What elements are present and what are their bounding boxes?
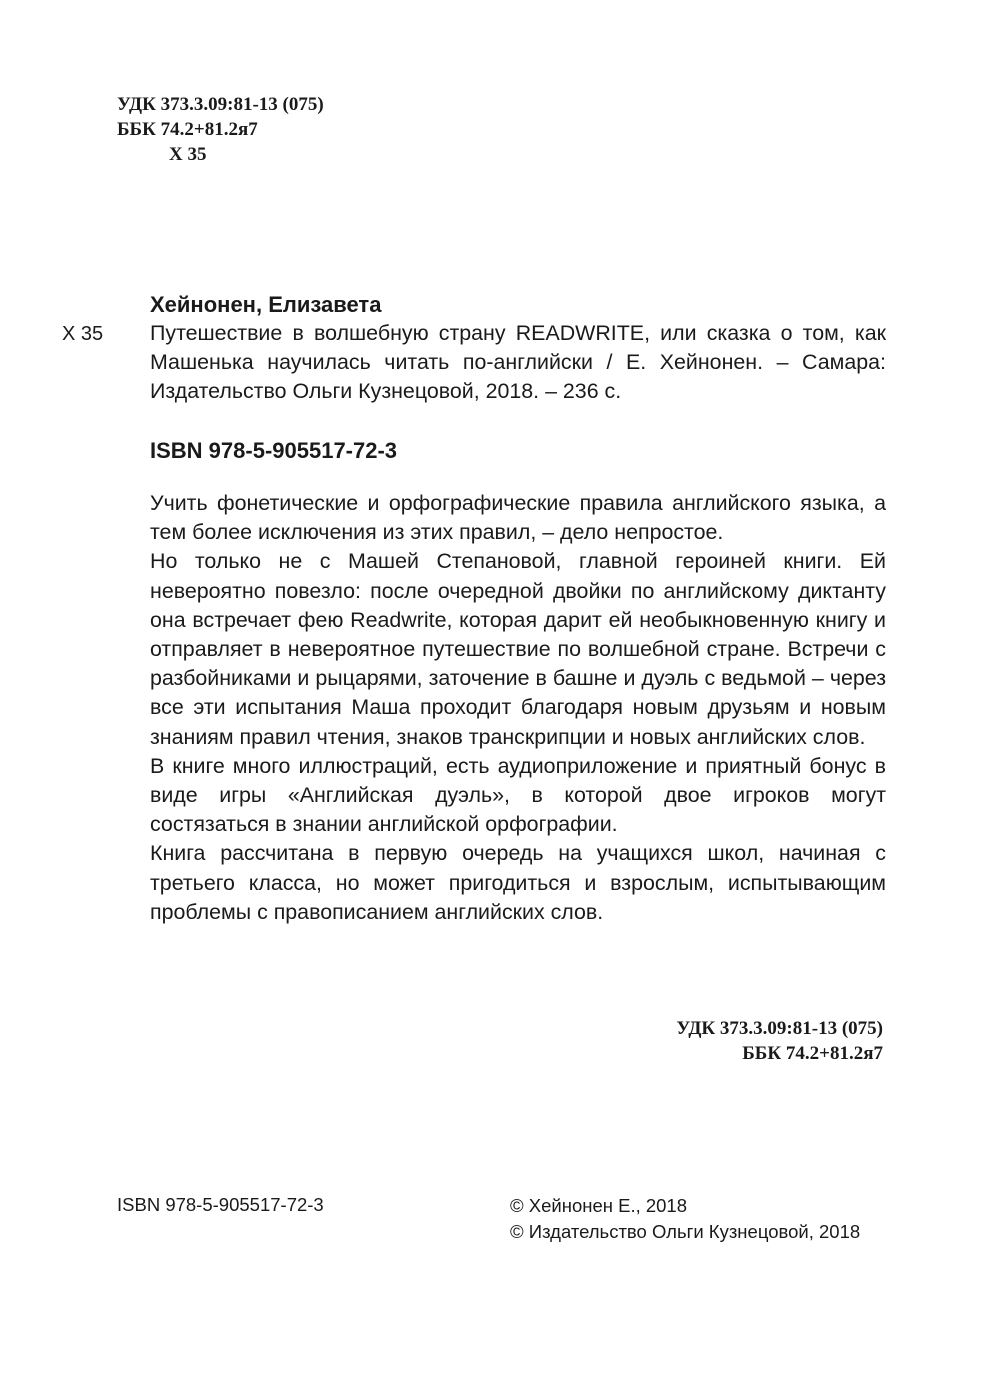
author-heading: Хейнонен, Елизавета [150, 292, 382, 317]
copyright-author: © Хейнонен Е., 2018 [510, 1195, 688, 1216]
annotation-paragraph: В книге много иллюстраций, есть аудиоприложение и приятный бонус в виде игры «Английская дуэль», в которой двое игроков могут состязаться в знании английской орфографии. [150, 753, 886, 837]
classification-codes-top [117, 92, 324, 167]
annotation-paragraph: Книга рассчитана в первую очередь на учащихся школ, начиная с третьего класса, но может пригодиться и взрослым, испытывающим проблемы с правописанием английских слов. [150, 841, 886, 924]
annotation-paragraph: Но только не с Машей Степановой, главной героиней книги. Ей невероятно повезло: после очередной двойки по английскому диктанту она встречает фею Readwrite, которая дарит ей необыкновенную книгу и отправляет в невероятное путешествие по волшебной стране. Встречи с разбойниками и рыцарями, заточение в башне и дуэль с ведьмой – через все эти испытания Маша проходит благодаря новым друзьям и новым знаниям правил чтения, знаков транскрипции и новых английских слов. [150, 549, 886, 749]
side-author-mark: Х 35 [62, 323, 104, 345]
copyright-publisher: © Издательство Ольги Кузнецовой, 2018 [510, 1221, 861, 1242]
isbn-heading: ISBN 978-5-905517-72-3 [150, 438, 398, 463]
bbk-code: ББК 74.2+81.2я7 [117, 119, 258, 140]
bbk-code: ББК 74.2+81.2я7 [742, 1043, 883, 1064]
udk-code: УДК 373.3.09:81-13 (075) [117, 94, 324, 115]
classification-codes-bottom [676, 1016, 883, 1066]
bibliographic-description: Путешествие в волшебную страну READWRITE, или сказка о том, как Машенька научилась читать по-английски / Е. Хейнонен. – Самара: Издательство Ольги Кузнецовой, 2018. – 236 с. [150, 321, 886, 403]
annotation-paragraph: Учить фонетические и орфографические правила английского языка, а тем более исключения из этих правил, – дело непростое. [150, 491, 886, 545]
udk-code: УДК 373.3.09:81-13 (075) [676, 1018, 883, 1039]
author-mark: Х 35 [169, 144, 207, 165]
copyright-block [510, 1193, 860, 1245]
isbn-footer: ISBN 978-5-905517-72-3 [117, 1194, 324, 1215]
annotation [150, 489, 886, 927]
